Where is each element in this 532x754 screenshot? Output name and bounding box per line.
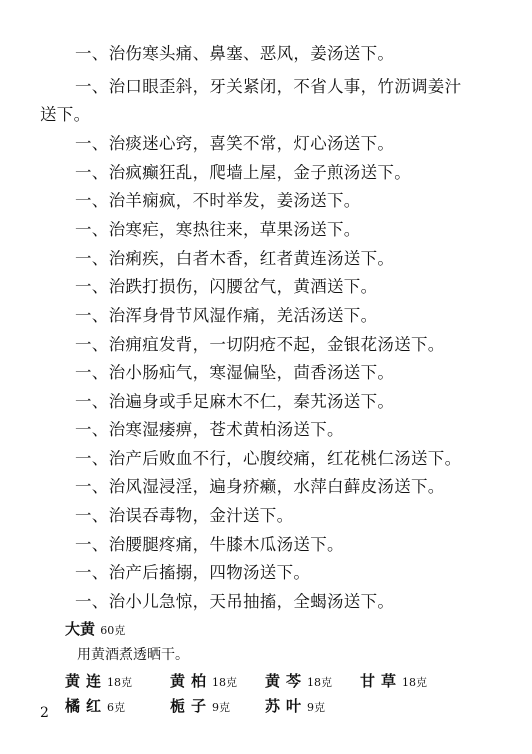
ingredient-name: 橘红 [65,697,108,715]
ingredient-dose: 9克 [212,701,231,714]
ingredient-dose: 6克 [107,701,126,714]
text-line: 一、治遍身或手足麻木不仁，秦艽汤送下。 [75,392,395,411]
ingredient [65,672,132,692]
ingredient-name: 黄柏 [170,672,213,690]
ingredient-name: 黄连 [65,672,108,690]
text-line: 一、治疯癫狂乱，爬墙上屋，金子煎汤送下。 [75,163,411,182]
text-line: 一、治痈疽发背，一切阴疮不起，金银花汤送下。 [75,335,445,354]
ingredient-dose: 18克 [107,676,133,689]
text-line: 一、治口眼歪斜，牙关紧闭，不省人事，竹沥调姜汁 [75,77,462,96]
ingredient-name: 栀子 [170,697,213,715]
text-line: 一、治痢疾，白者木香，红者黄连汤送下。 [75,249,395,268]
ingredient-name: 苏叶 [265,697,308,715]
ingredient [265,672,332,692]
text-line: 一、治产后搐搦，四物汤送下。 [75,563,311,582]
text-line: 一、治误吞毒物，金汁送下。 [75,506,294,525]
ingredient [65,697,125,717]
ingredient [170,672,237,692]
text-line: 一、治浑身骨节风湿作痛，羌活汤送下。 [75,306,378,325]
page-number: 2 [40,705,49,721]
main-herb-name: 大黄 [65,620,96,638]
ingredient-dose: 18克 [212,676,238,689]
text-line: 一、治寒湿痿痹，苍术黄柏汤送下。 [75,420,344,439]
text-line: 一、治产后败血不行，心腹绞痛，红花桃仁汤送下。 [75,449,462,468]
ingredient [265,697,325,717]
text-line: 一、治风湿浸淫，遍身疥癞，水萍白藓皮汤送下。 [75,477,445,496]
main-herb-dose: 60克 [100,624,126,637]
ingredient-dose: 18克 [307,676,333,689]
ingredient-name: 黄芩 [265,672,308,690]
text-line: 一、治小肠疝气，寒湿偏坠，茴香汤送下。 [75,363,395,382]
text-line: 送下。 [40,105,91,124]
ingredient-name: 甘草 [360,672,403,690]
text-line: 一、治寒疟，寒热往来，草果汤送下。 [75,220,361,239]
text-line: 一、治羊痫疯，不时举发，姜汤送下。 [75,191,361,210]
main-herb [65,620,125,640]
preparation-note: 用黄酒煮透晒干。 [77,647,189,663]
ingredient [360,672,427,692]
ingredient [170,697,230,717]
text-line: 一、治跌打损伤，闪腰岔气，黄酒送下。 [75,277,378,296]
text-line: 一、治腰腿疼痛，牛膝木瓜汤送下。 [75,535,344,554]
ingredient-dose: 9克 [307,701,326,714]
ingredient-dose: 18克 [402,676,428,689]
text-line: 一、治痰迷心窍，喜笑不常，灯心汤送下。 [75,134,395,153]
text-line: 一、治伤寒头痛、鼻塞、恶风，姜汤送下。 [75,44,395,63]
text-line: 一、治小儿急惊，天吊抽搐，全蝎汤送下。 [75,592,395,611]
